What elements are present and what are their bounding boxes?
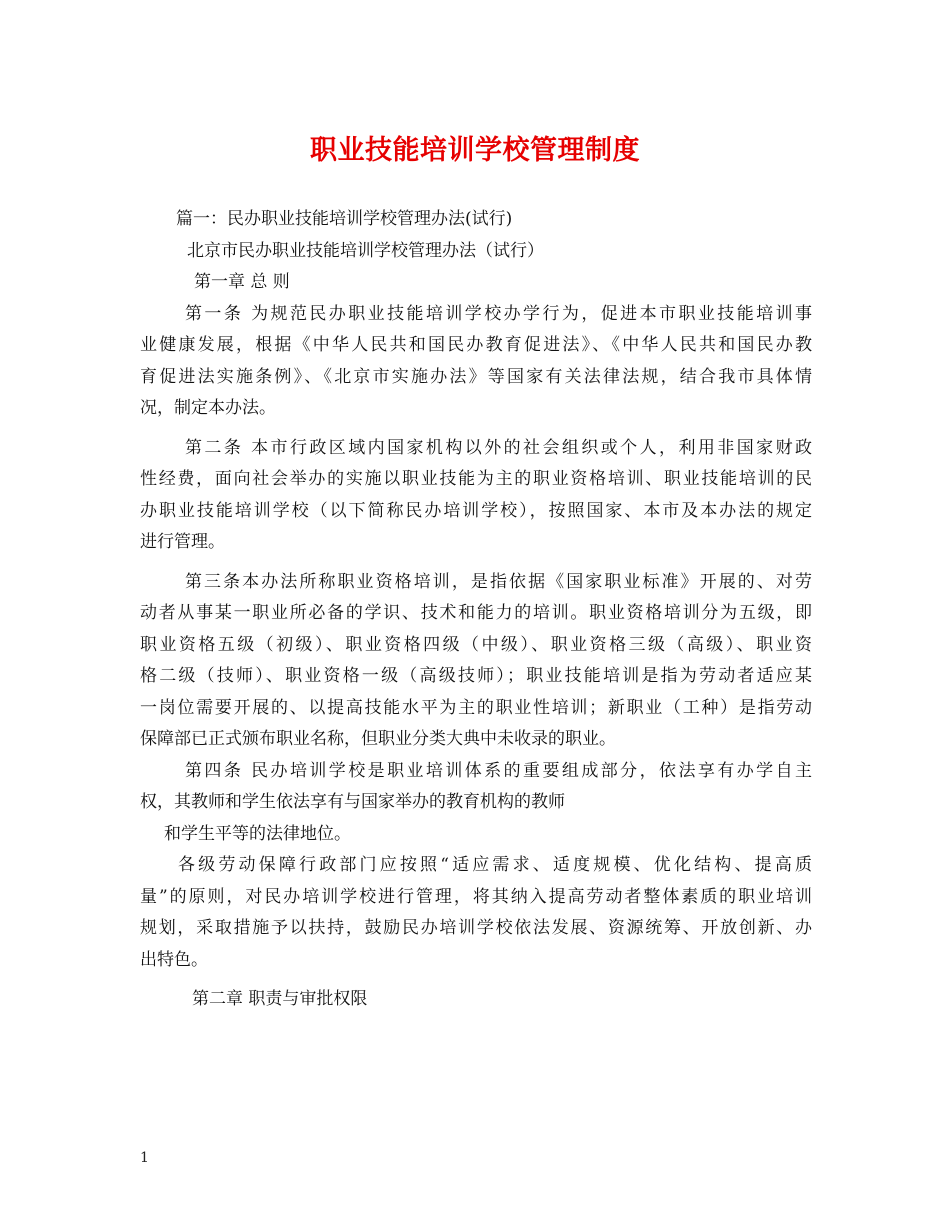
paragraph-line: 进行管理。 <box>140 532 225 552</box>
paragraph-line: 育促进法实施条例》、《北京市实施办法》等国家有关法律法规，结合我市具体情 <box>140 366 812 387</box>
paragraph-line: 况，制定本办法。 <box>140 398 276 418</box>
paragraph-line: 北京市民办职业技能培训学校管理办法（试行） <box>187 240 544 261</box>
paragraph-line: 一岗位需要开展的、以提高技能水平为主的职业性培训；新职业（工种）是指劳动 <box>140 697 812 718</box>
page-number: 1 <box>140 1150 149 1166</box>
paragraph-line: 规划，采取措施予以扶持，鼓励民办培训学校依法发展、资源统筹、开放创新、办 <box>140 918 812 938</box>
paragraph-line: 篇一：民办职业技能培训学校管理办法(试行) <box>176 209 513 229</box>
paragraph-line: 第三条本办法所称职业资格培训，是指依据《国家职业标准》开展的、对劳 <box>185 571 812 592</box>
paragraph-line: 性经费，面向社会举办的实施以职业技能为主的职业资格培训、职业技能培训的民 <box>140 469 812 489</box>
paragraph-line: 业健康发展，根据《中华人民共和国民办教育促进法》、《中华人民共和国民办教 <box>140 335 812 355</box>
paragraph-line: 权，其教师和学生依法享有与国家举办的教育机构的教师 <box>140 792 565 812</box>
paragraph-line: 职业资格五级（初级）、职业资格四级（中级）、职业资格三级（高级）、职业资 <box>140 634 812 655</box>
chapter-heading: 第一章 总 则 <box>194 272 290 292</box>
paragraph-line: 办职业技能培训学校（以下简称民办培训学校），按照国家、本市及本办法的规定 <box>140 500 812 521</box>
paragraph-line: 保障部已正式颁布职业名称，但职业分类大典中未收录的职业。 <box>140 729 616 749</box>
document-body <box>140 204 812 1016</box>
page-title: 职业技能培训学校管理制度 <box>310 135 640 166</box>
paragraph-line: 各级劳动保障行政部门应按照“适应需求、适度规模、优化结构、提高质 <box>178 855 812 875</box>
paragraph-line: 量”的原则，对民办培训学校进行管理，将其纳入提高劳动者整体素质的职业培训 <box>140 886 812 907</box>
paragraph-line: 动者从事某一职业所必备的学识、技术和能力的培训。职业资格培训分为五级，即 <box>140 603 812 623</box>
paragraph-line: 出特色。 <box>140 949 208 970</box>
paragraph-line: 第二条 本市行政区域内国家机构以外的社会组织或个人，利用非国家财政 <box>185 437 812 458</box>
paragraph-line: 第四条 民办培训学校是职业培训体系的重要组成部分，依法享有办学自主 <box>185 760 812 781</box>
chapter-heading: 第二章 职责与审批权限 <box>192 989 368 1009</box>
paragraph-line: 第一条 为规范民办职业技能培训学校办学行为，促进本市职业技能培训事 <box>185 303 812 324</box>
paragraph-line: 格二级（技师）、职业资格一级（高级技师）；职业技能培训是指为劳动者适应某 <box>140 666 812 686</box>
paragraph-line: 和学生平等的法律地位。 <box>164 823 351 844</box>
